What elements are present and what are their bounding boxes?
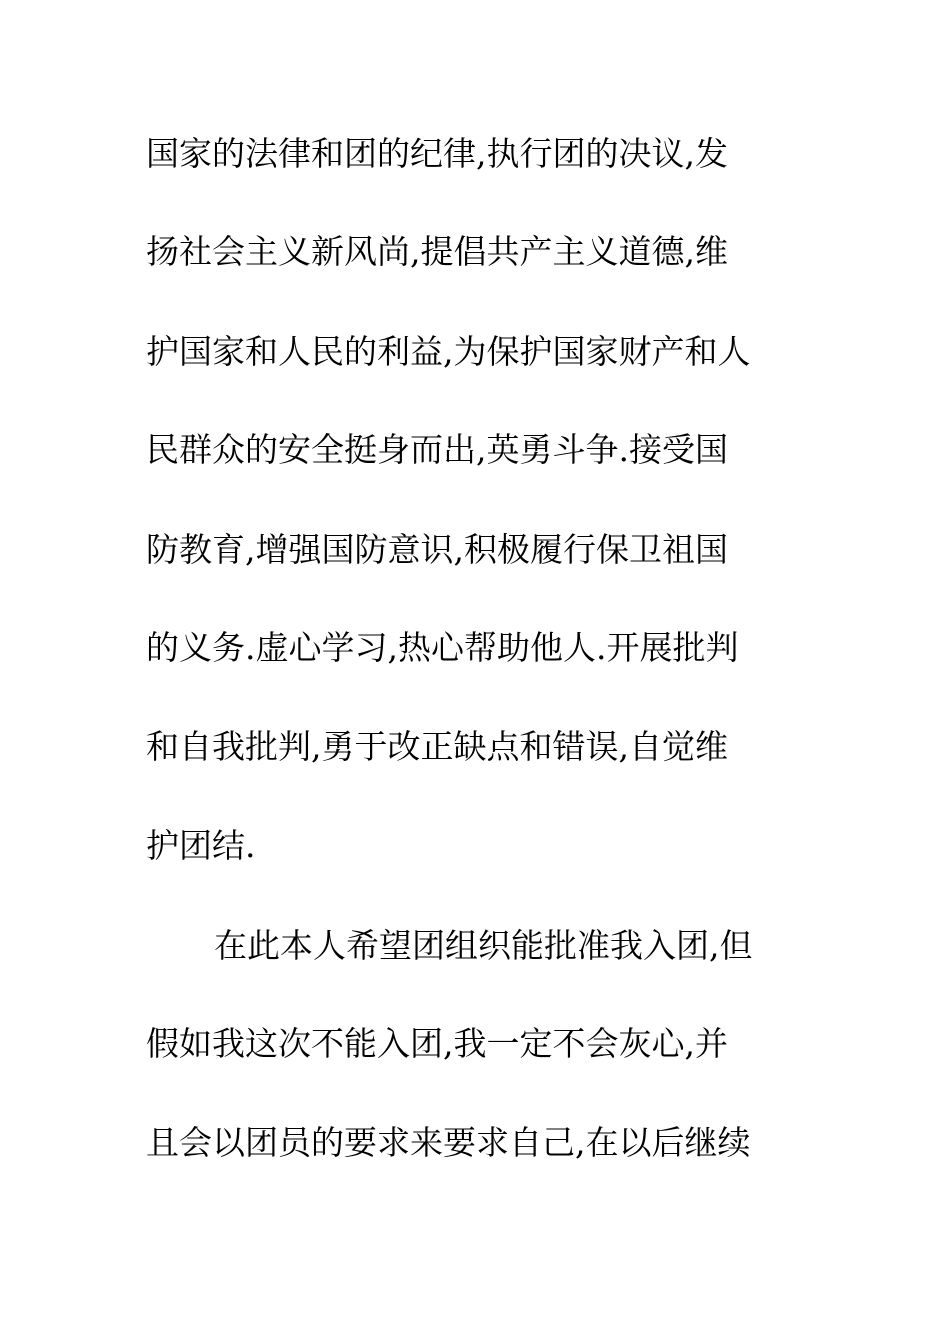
text-line-8: 护团结. [146, 826, 256, 865]
text-line-5: 防教育,增强国防意识,积极履行保卫祖国 [146, 530, 728, 569]
text-line-6: 的义务.虚心学习,热心帮助他人.开展批判 [146, 628, 739, 667]
text-line-1: 国家的法律和团的纪律,执行团的决议,发 [146, 134, 728, 173]
text-line-2: 扬社会主义新风尚,提倡共产主义道德,维 [146, 232, 728, 271]
paragraph-2-line-2: 假如我这次不能入团,我一定不会灰心,并 [146, 1024, 728, 1063]
text-line-4: 民群众的安全挺身而出,英勇斗争.接受国 [146, 430, 728, 469]
text-line-3: 护国家和人民的利益,为保护国家财产和人 [146, 332, 751, 371]
text-line-7: 和自我批判,勇于改正缺点和错误,自觉维 [146, 727, 728, 766]
paragraph-2-line-3: 且会以团员的要求来要求自己,在以后继续 [146, 1123, 751, 1162]
paragraph-2-line-1: 在此本人希望团组织能批准我入团,但 [214, 926, 753, 965]
